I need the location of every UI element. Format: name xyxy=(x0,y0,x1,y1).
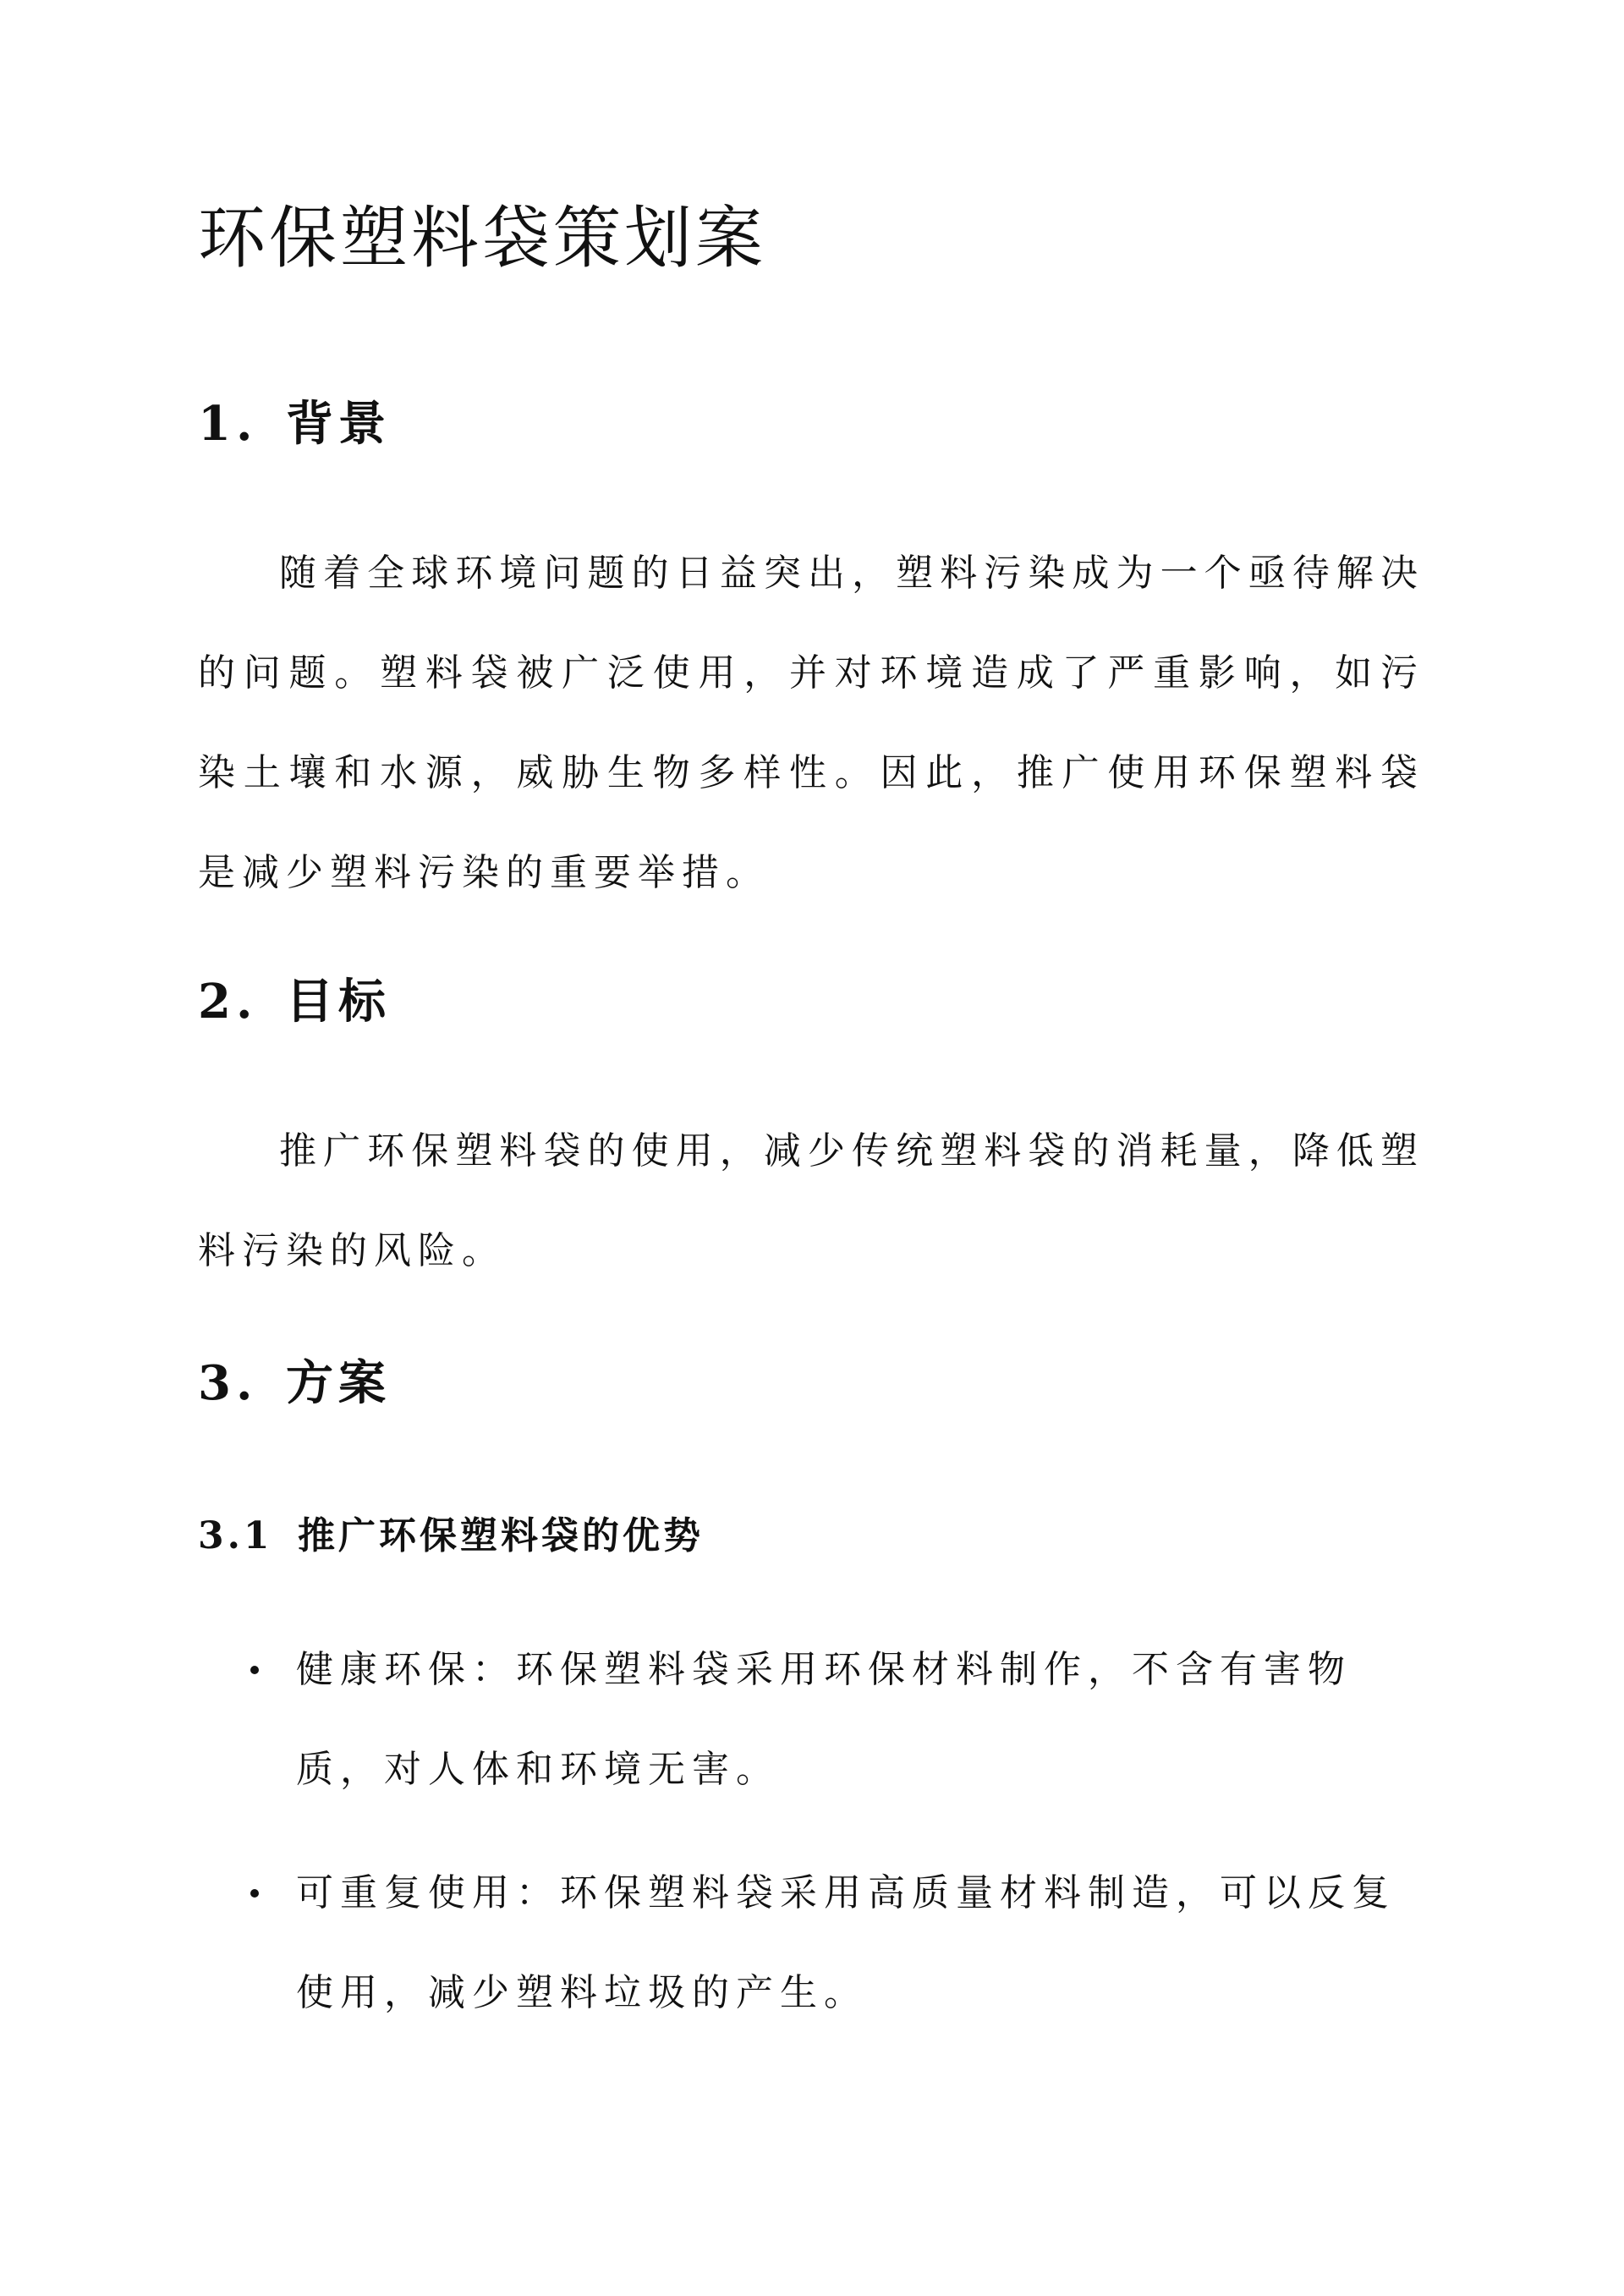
section-heading-goal xyxy=(198,974,391,1030)
bullet-icon xyxy=(250,1666,259,1674)
list-item xyxy=(198,1620,1399,1820)
advantages-list xyxy=(198,1620,1399,2067)
subsection-heading-advantages xyxy=(198,1514,704,1559)
section-title: 目标 xyxy=(286,974,391,1030)
subsection-title: 推广环保塑料袋的优势 xyxy=(298,1514,704,1557)
section-number: 1. xyxy=(198,396,258,452)
list-item xyxy=(198,1843,1399,2043)
subsection-number: 3.1 xyxy=(198,1514,273,1557)
section-title: 背景 xyxy=(286,396,391,452)
section-title: 方案 xyxy=(286,1355,391,1411)
background-paragraph: 随着全球环境问题的日益突出，塑料污染成为一个亟待解决的问题。塑料袋被广泛使用，并对环境造成了严重影响，如污染土壤和水源，威胁生物多样性。因此，推广使用环保塑料袋是减少塑料污染的重要举措。 xyxy=(198,552,1424,894)
section-heading-background xyxy=(198,396,391,453)
document-title: 环保塑料袋策划案 xyxy=(198,199,766,277)
bullet-icon xyxy=(250,1889,259,1898)
list-item-text: 可重复使用：环保塑料袋采用高质量材料制造，可以反复使用，减少塑料垃圾的产生。 xyxy=(296,1871,1396,2014)
section-number: 3. xyxy=(198,1355,258,1411)
section-heading-plan xyxy=(198,1355,391,1412)
section-number: 2. xyxy=(198,974,258,1030)
goal-paragraph: 推广环保塑料袋的使用，减少传统塑料袋的消耗量，降低塑料污染的风险。 xyxy=(198,1129,1424,1272)
list-item-text: 健康环保：环保塑料袋采用环保材料制作，不含有害物质，对人体和环境无害。 xyxy=(296,1648,1352,1791)
